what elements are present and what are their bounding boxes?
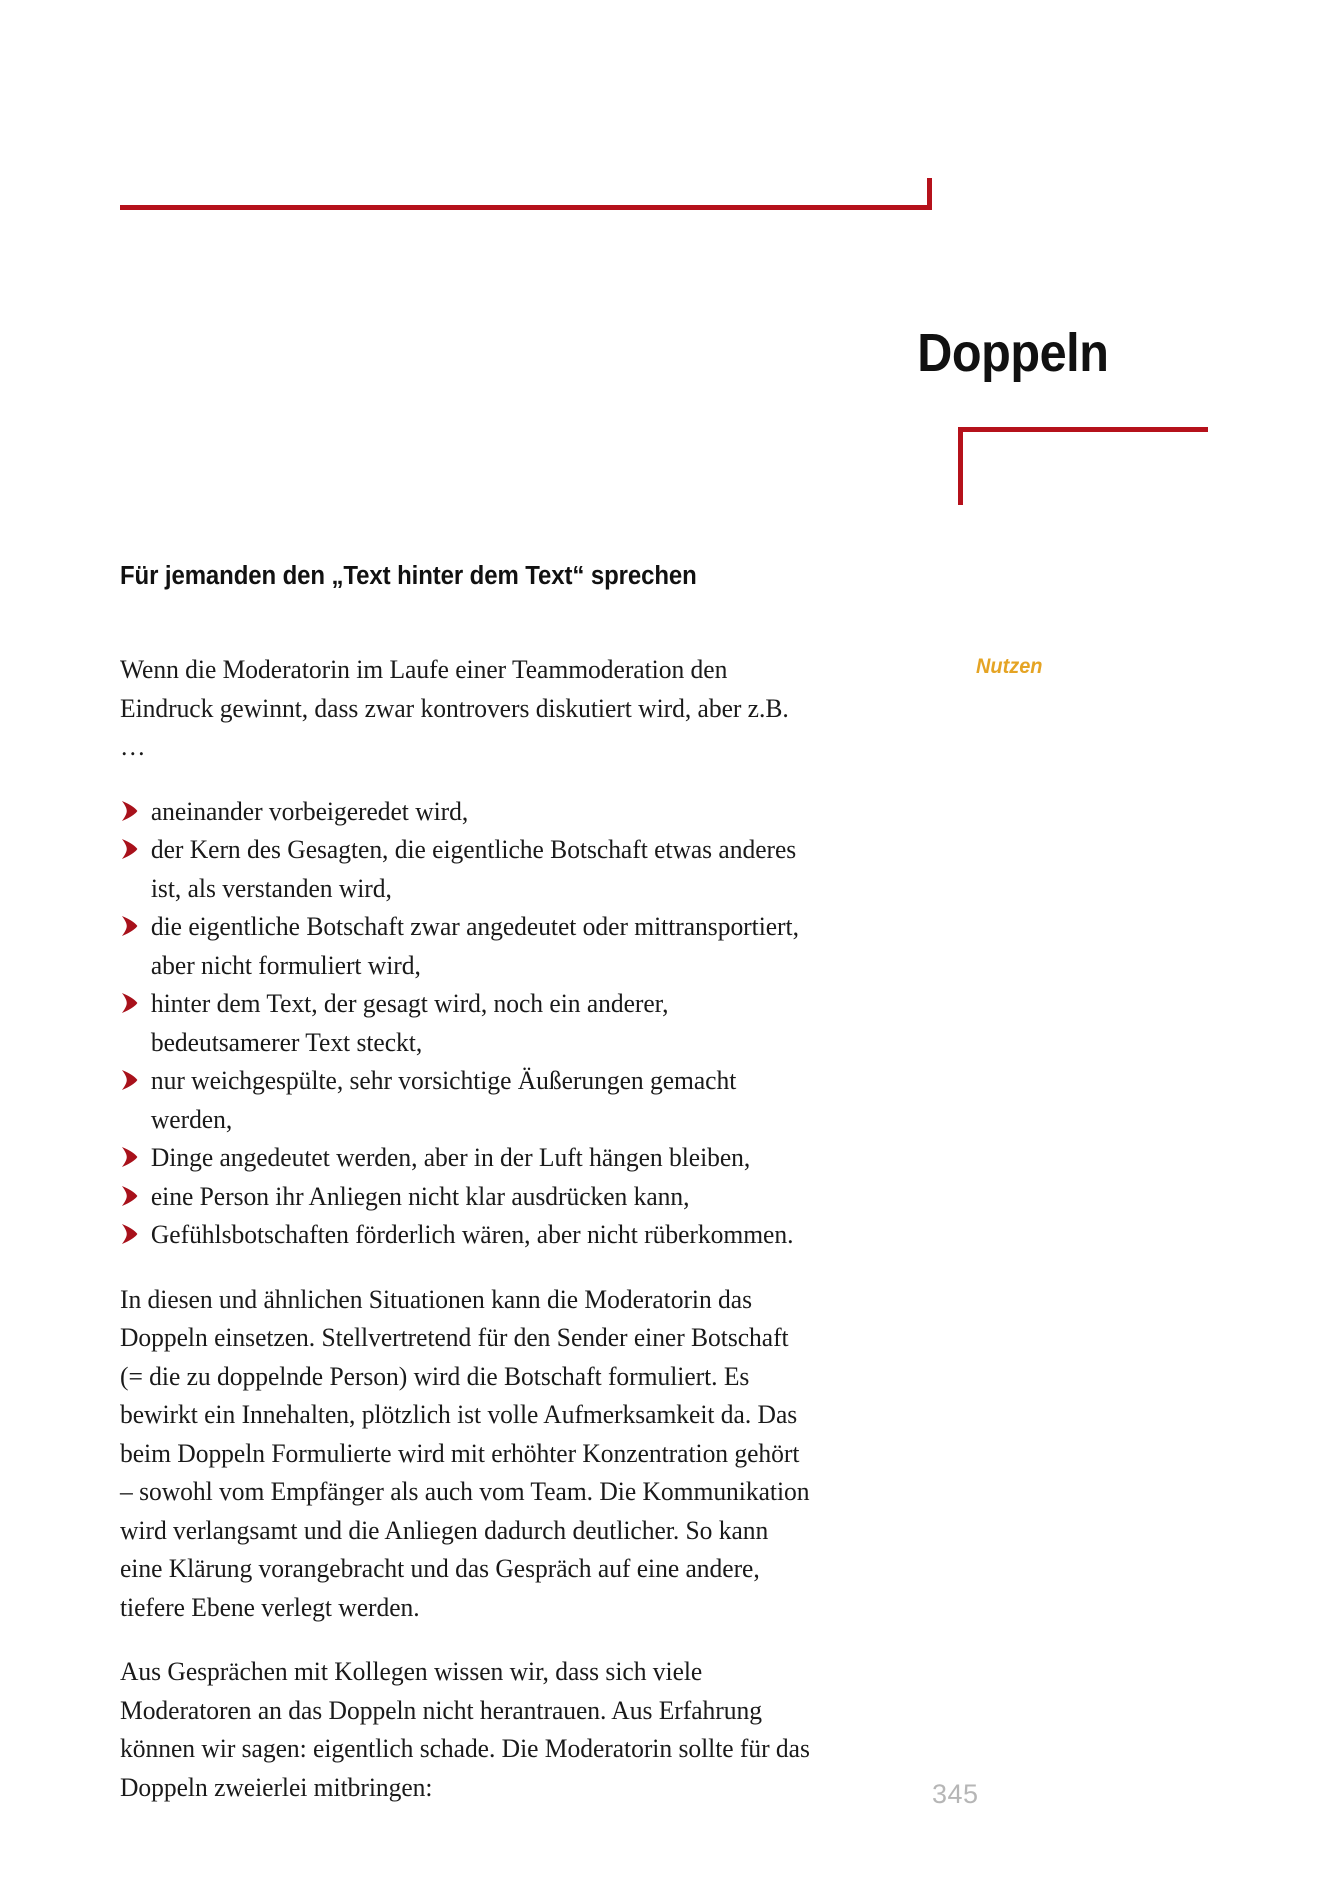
list-item — [120, 1177, 815, 1216]
list-item-label: hinter dem Text, der gesagt wird, noch ein anderer, bedeutsamerer Text steckt, — [150, 988, 669, 1057]
arrowhead-right-icon — [120, 1185, 139, 1207]
list-item — [120, 1138, 815, 1177]
intro-paragraph: Wenn die Moderatorin im Laufe einer Teammoderation den Eindruck gewinnt, dass zwar kontrovers diskutiert wird, aber z.B. … — [120, 654, 789, 761]
arrowhead-right-icon — [120, 992, 139, 1014]
spacer — [120, 766, 840, 792]
header-rule-horizontal — [120, 205, 932, 210]
arrowhead-right-icon — [120, 800, 139, 822]
list-item — [120, 1061, 815, 1138]
arrowhead-right-icon — [120, 915, 139, 937]
list-item-label: Dinge angedeutet werden, aber in der Luft hängen bleiben, — [150, 1142, 751, 1172]
page-subtitle: Für jemanden den „Text hinter dem Text“ sprechen — [120, 562, 697, 591]
list-item — [120, 1215, 815, 1254]
list-item-label: nur weichgespülte, sehr vorsichtige Äußerungen gemacht werden, — [150, 1065, 737, 1134]
page-title: Doppeln — [916, 323, 1108, 384]
list-item-label: der Kern des Gesagten, die eigentliche Botschaft etwas anderes ist, als verstanden wird, — [150, 834, 797, 903]
title-rule-horizontal — [958, 427, 1208, 432]
body-paragraph: Aus Gesprächen mit Kollegen wissen wir, dass sich viele Moderatoren an das Doppeln nicht herantrauen. Aus Erfahrung können wir sagen: eigentlich schade. Die Moderatorin sollte für das Doppeln zweierlei mitbringen: — [120, 1656, 810, 1802]
bullet-list — [120, 792, 815, 1254]
spacer — [120, 1626, 840, 1652]
list-item-label: die eigentliche Botschaft zwar angedeutet oder mittransportiert, aber nicht formuliert wird, — [150, 911, 799, 980]
arrowhead-right-icon — [120, 838, 139, 860]
list-item-label: aneinander vorbeigeredet wird, — [150, 795, 469, 826]
header-rule-tick — [927, 178, 932, 210]
arrowhead-right-icon — [120, 1223, 139, 1245]
arrowhead-right-icon — [120, 1069, 139, 1091]
title-rule-tick — [958, 427, 963, 505]
list-item-label: eine Person ihr Anliegen nicht klar ausdrücken kann, — [150, 1180, 690, 1211]
list-item — [120, 907, 815, 984]
list-item — [120, 984, 815, 1061]
list-item — [120, 830, 815, 907]
margin-note-nutzen: Nutzen — [976, 655, 1043, 678]
body-paragraph: In diesen und ähnlichen Situationen kann die Moderatorin das Doppeln einsetzen. Stellvertretend für den Sender einer Botschaft (= die zu doppelnde Person) wird die Botschaft formuliert. Es bewirkt ein Innehalten, plötzlich ist volle Aufmerksamkeit da. Das beim Doppeln Formulierte wird mit erhöhter Konzentration gehört – sowohl vom Empfänger als auch vom Team. Die Kommunikation wird verlangsamt und die Anliegen dadurch deutlicher. So kann eine Klärung vorangebracht und das Gespräch auf eine andere, tiefere Ebene verlegt werden. — [120, 1283, 810, 1622]
text-column — [120, 650, 840, 1806]
page-number: 345 — [932, 1779, 979, 1809]
arrowhead-right-icon — [120, 1146, 139, 1168]
spacer — [120, 1254, 840, 1280]
list-item — [120, 792, 815, 831]
list-item-label: Gefühlsbotschaften förderlich wären, aber nicht rüberkommen. — [150, 1219, 794, 1249]
